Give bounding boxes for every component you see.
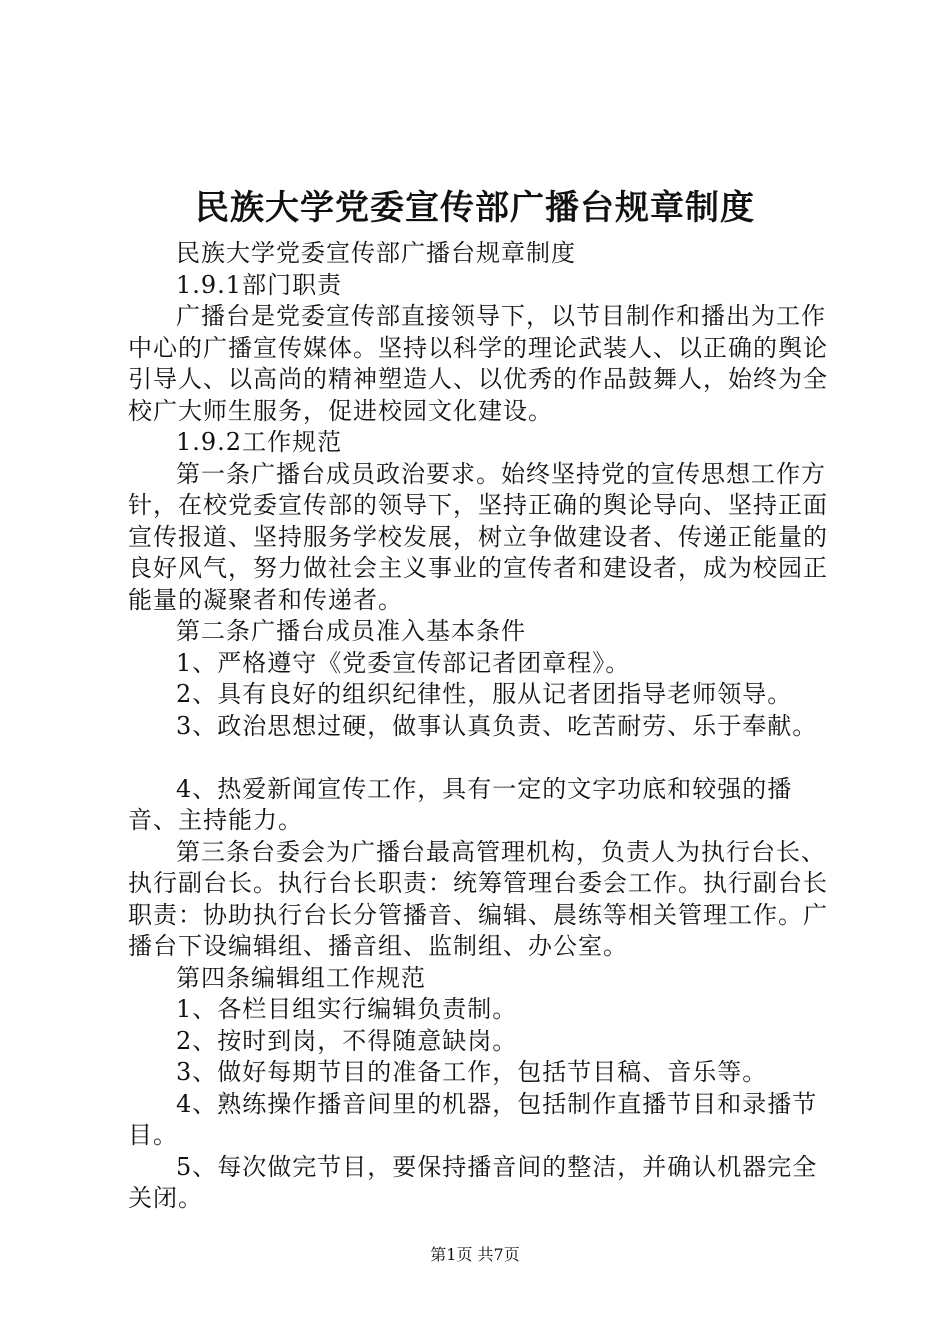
paragraph-duties: 广播台是党委宣传部直接领导下，以节目制作和播出为工作中心的广播宣传媒体。坚持以科学的理论武装人、以正确的舆论引导人、以高尚的精神塑造人、以优秀的作品鼓舞人，始终为全校广大师生服务，促进校园文化建设。 (128, 302, 828, 425)
paragraph-article-1: 第一条广播台成员政治要求。始终坚持党的宣传思想工作方针，在校党委宣传部的领导下，坚持正确的舆论导向、坚持正面宣传报道、坚持服务学校发展，树立争做建设者、传递正能量的良好风气，努力做社会主义事业的宣传者和建设者，成为校园正能量的凝聚者和传递者。 (128, 459, 828, 614)
paragraph-list-item: 2、按时到岗，不得随意缺岗。 (176, 1026, 518, 1055)
paragraph-list-item: 4、热爱新闻宣传工作，具有一定的文字功底和较强的播音、主持能力。 (128, 774, 793, 834)
paragraph-list-item: 3、政治思想过硬，做事认真负责、吃苦耐劳、乐于奉献。 (176, 711, 818, 740)
paragraph-section-1-9-1: 1.9.1部门职责 (176, 270, 343, 299)
paragraph-list-item: 1、严格遵守《党委宣传部记者团章程》。 (176, 648, 631, 677)
paragraph-list-item: 5、每次做完节目，要保持播音间的整洁，并确认机器完全关闭。 (128, 1152, 818, 1212)
paragraph-subtitle: 民族大学党委宣传部广播台规章制度 (176, 239, 576, 267)
document-title: 民族大学党委宣传部广播台规章制度 (195, 188, 755, 228)
paragraph-article-3: 第三条台委会为广播台最高管理机构，负责人为执行台长、执行副台长。执行台长职责：统筹管理台委会工作。执行副台长职责：协助执行台长分管播音、编辑、晨练等相关管理工作。广播台下设编辑组、播音组、监制组、办公室。 (128, 837, 828, 960)
paragraph-article-4: 第四条编辑组工作规范 (176, 963, 426, 992)
paragraph-article-2: 第二条广播台成员准入基本条件 (176, 617, 526, 645)
paragraph-list-item: 2、具有良好的组织纪律性，服从记者团指导老师领导。 (176, 680, 793, 708)
page-footer: 第1页 共7页 (430, 1245, 520, 1264)
document-body (128, 238, 828, 1215)
paragraph-list-item: 1、各栏目组实行编辑负责制。 (176, 995, 518, 1023)
paragraph-section-1-9-2: 1.9.2工作规范 (176, 428, 343, 456)
paragraph-list-item: 4、熟练操作播音间里的机器，包括制作直播节目和录播节目。 (128, 1089, 818, 1149)
paragraph-list-item: 3、做好每期节目的准备工作，包括节目稿、音乐等。 (176, 1058, 768, 1086)
